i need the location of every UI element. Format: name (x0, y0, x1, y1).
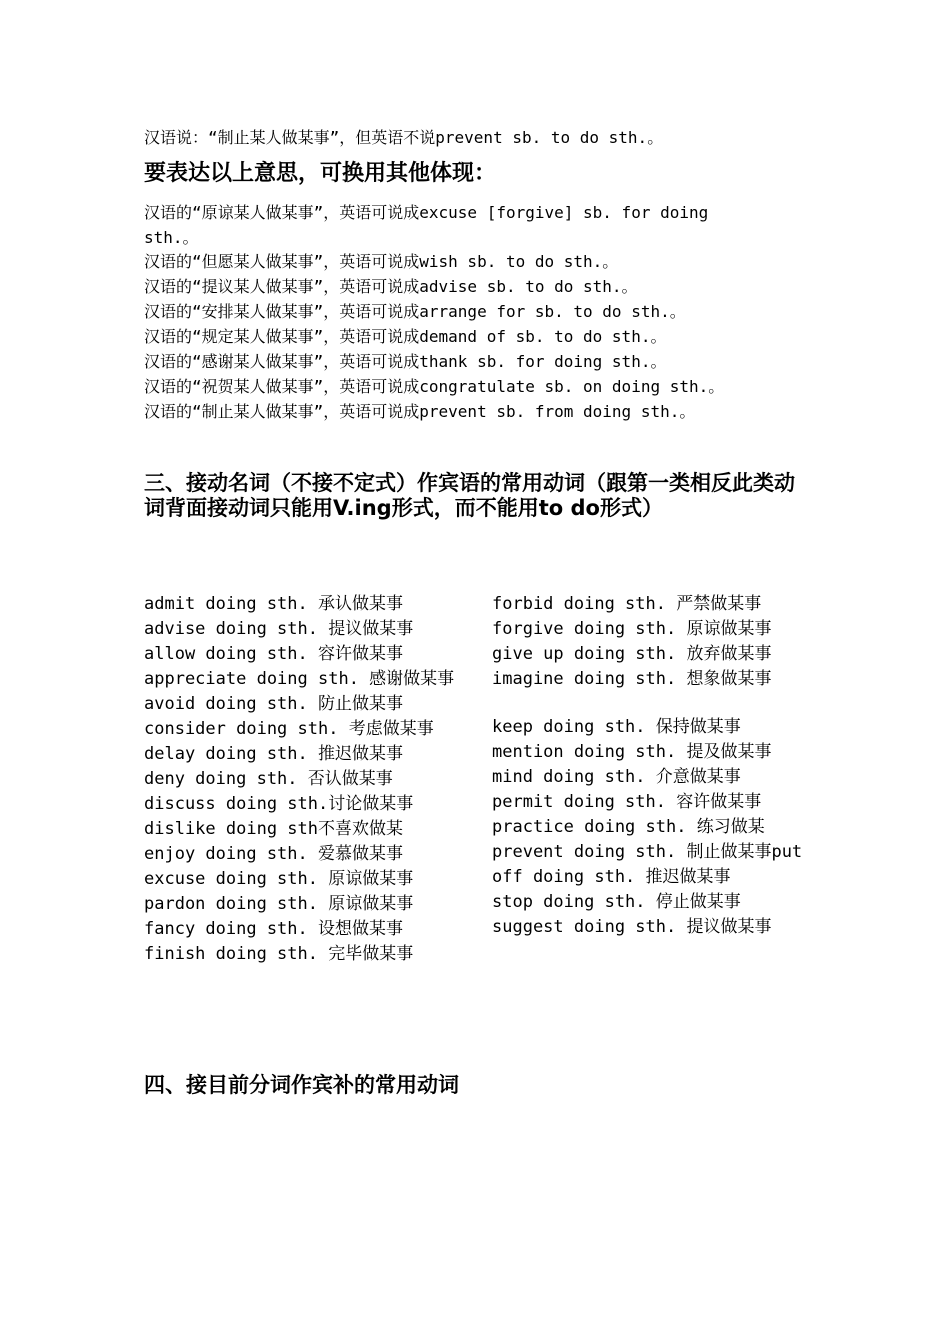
section-4-title: 四、接目前分词作宾补的常用动词 (144, 1073, 459, 1097)
verb-entry: suggest doing sth. 提议做某事 (492, 917, 772, 937)
verb-entry: forgive doing sth. 原谅做某事give up doing sth. 放弃做某事imagine doing sth. 想象做某事 (492, 619, 772, 689)
example-line: 汉语的“提议某人做某事”，英语可说成advise sb. to do sth.。 (144, 277, 638, 296)
verb-entry: pardon doing sth. 原谅做某事 (144, 894, 414, 914)
verb-entry: excuse doing sth. 原谅做某事 (144, 869, 414, 889)
example-line: 汉语的“原谅某人做某事”，英语可说成excuse [forgive] sb. for doing (144, 203, 709, 222)
verb-entry: deny doing sth. 否认做某事 (144, 769, 393, 789)
example-line: 汉语的“祝贺某人做某事”，英语可说成congratulate sb. on doing sth.。 (144, 377, 725, 396)
verb-entry: avoid doing sth. 防止做某事 (144, 694, 403, 714)
verb-entry: forbid doing sth. 严禁做某事 (492, 594, 762, 614)
verb-entry: enjoy doing sth. 爱慕做某事 (144, 844, 403, 864)
example-line: sth.。 (144, 228, 199, 247)
verb-entry: delay doing sth. 推迟做某事 (144, 744, 403, 764)
verb-entry: dislike doing sth不喜欢做某 (144, 819, 403, 839)
verb-list-left-column (144, 592, 464, 967)
verb-entry: keep doing sth. 保持做某事 (492, 717, 741, 737)
example-line: 汉语的“感谢某人做某事”，英语可说成thank sb. for doing sth.。 (144, 352, 667, 371)
column-spacer (492, 692, 812, 715)
alternative-expressions-heading: 要表达以上意思，可换用其他体现： (144, 161, 497, 186)
verb-entry: appreciate doing sth. 感谢做某事 (144, 669, 455, 689)
verb-entry: finish doing sth. 完毕做某事 (144, 944, 414, 964)
intro-line: 汉语说：“制止某人做某事”，但英语不说prevent sb. to do sth.。 (144, 128, 664, 147)
verb-entry: mention doing sth. 提及做某事mind doing sth. 介意做某事 (492, 742, 772, 787)
verb-entry: fancy doing sth. 设想做某事 (144, 919, 403, 939)
verb-list-right-column (492, 592, 812, 940)
example-line: 汉语的“但愿某人做某事”，英语可说成wish sb. to do sth.。 (144, 252, 619, 271)
example-line: 汉语的“规定某人做某事”，英语可说成demand of sb. to do sth.。 (144, 327, 667, 346)
verb-entry: practice doing sth. 练习做某 (492, 817, 765, 837)
example-line: 汉语的“安排某人做某事”，英语可说成arrange for sb. to do sth.。 (144, 302, 686, 321)
verb-entry: stop doing sth. 停止做某事 (492, 892, 741, 912)
example-line: 汉语的“制止某人做某事”，英语可说成prevent sb. from doing sth.。 (144, 402, 696, 421)
verb-entry: allow doing sth. 容许做某事 (144, 644, 403, 664)
verb-entry: discuss doing sth.讨论做某事 (144, 794, 414, 814)
section-3-title: 三、接动名词（不接不定式）作宾语的常用动词（跟第一类相反此类动词背面接动词只能用V.ing形式，而不能用to do形式） (144, 471, 795, 520)
verb-entry: prevent doing sth. 制止做某事put off doing sth. 推迟做某事 (492, 842, 803, 887)
verb-entry: admit doing sth. 承认做某事 (144, 594, 403, 614)
verb-entry: permit doing sth. 容许做某事 (492, 792, 762, 812)
verb-entry: consider doing sth. 考虑做某事 (144, 719, 434, 739)
verb-entry: advise doing sth. 提议做某事 (144, 619, 414, 639)
